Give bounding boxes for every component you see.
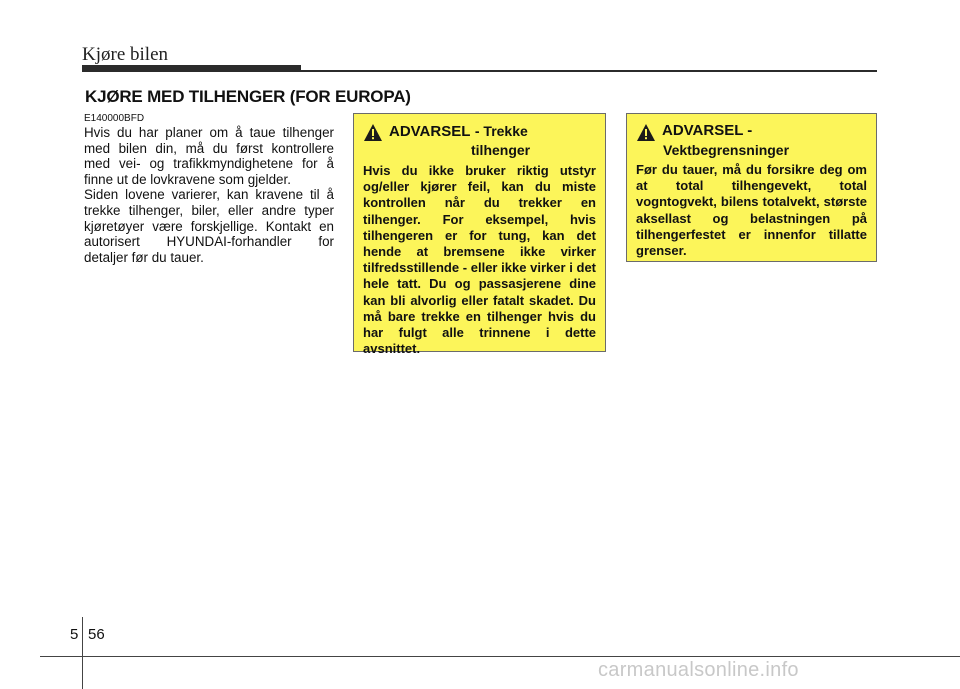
header-rule-thick: [82, 65, 301, 72]
watermark: carmanualsonline.info: [598, 659, 799, 681]
warning-text: Hvis du ikke bruker riktig utstyr og/eller kjører feil, kan du miste kontrollen når du trekker en tilhenger. For eksempel, hvis tilhengeren er for tung, kan det hende at bremsene ikke virker tilfredsstillende - eller ikke virker i det hele tatt. Du og passasjerene dine kan bli alvorlig eller fatalt skadet. Du må bare trekke en tilhenger hvis du har fulgt alle trinnene i dette avsnittet.: [363, 163, 596, 357]
body-text: [84, 125, 334, 265]
header-rule-thin: [301, 70, 877, 72]
warning-text: Før du tauer, må du forsikre deg om at total tilhengevekt, total vogntogvekt, bilens totalvekt, største aksellast og belastningen på tilhengerfestet er innenfor tillatte grenser.: [636, 162, 867, 259]
warning-triangle-icon: [636, 123, 656, 142]
warning-header: [636, 123, 867, 142]
warning-subtitle: Vektbegrensninger: [663, 142, 790, 158]
warning-box-weight-limits: [626, 113, 877, 262]
footer-chapter-number: 5: [70, 626, 79, 643]
warning-box-towing: [353, 113, 606, 357]
body-paragraph-1: Hvis du har planer om å taue tilhenger med bilen din, må du først kontrollere med vei- og trafikkmyndighetene for å finne ut de lovkravene som gjelder.: [84, 125, 334, 187]
section-heading: KJØRE MED TILHENGER (FOR EUROPA): [85, 87, 411, 106]
warning-subtitle-continued: tilhenger: [471, 142, 531, 158]
reference-code: E140000BFD: [84, 113, 145, 124]
chapter-title: Kjøre bilen: [82, 44, 169, 65]
warning-header: [363, 123, 596, 142]
footer-horizontal-rule: [40, 656, 960, 657]
footer-vertical-rule: [82, 617, 83, 689]
footer-page-number: 56: [88, 626, 105, 643]
warning-title: ADVARSEL -: [662, 122, 753, 139]
body-paragraph-2: Siden lovene varierer, kan kravene til å trekke tilhenger, biler, eller andre typer kjøretøyer være forskjellige. Kontakt en autorisert HYUNDAI-forhandler for detaljer før du tauer.: [84, 187, 334, 265]
warning-subtitle: - Trekke: [474, 123, 528, 139]
warning-title: ADVARSEL: [389, 123, 471, 140]
warning-triangle-icon: [363, 123, 383, 142]
